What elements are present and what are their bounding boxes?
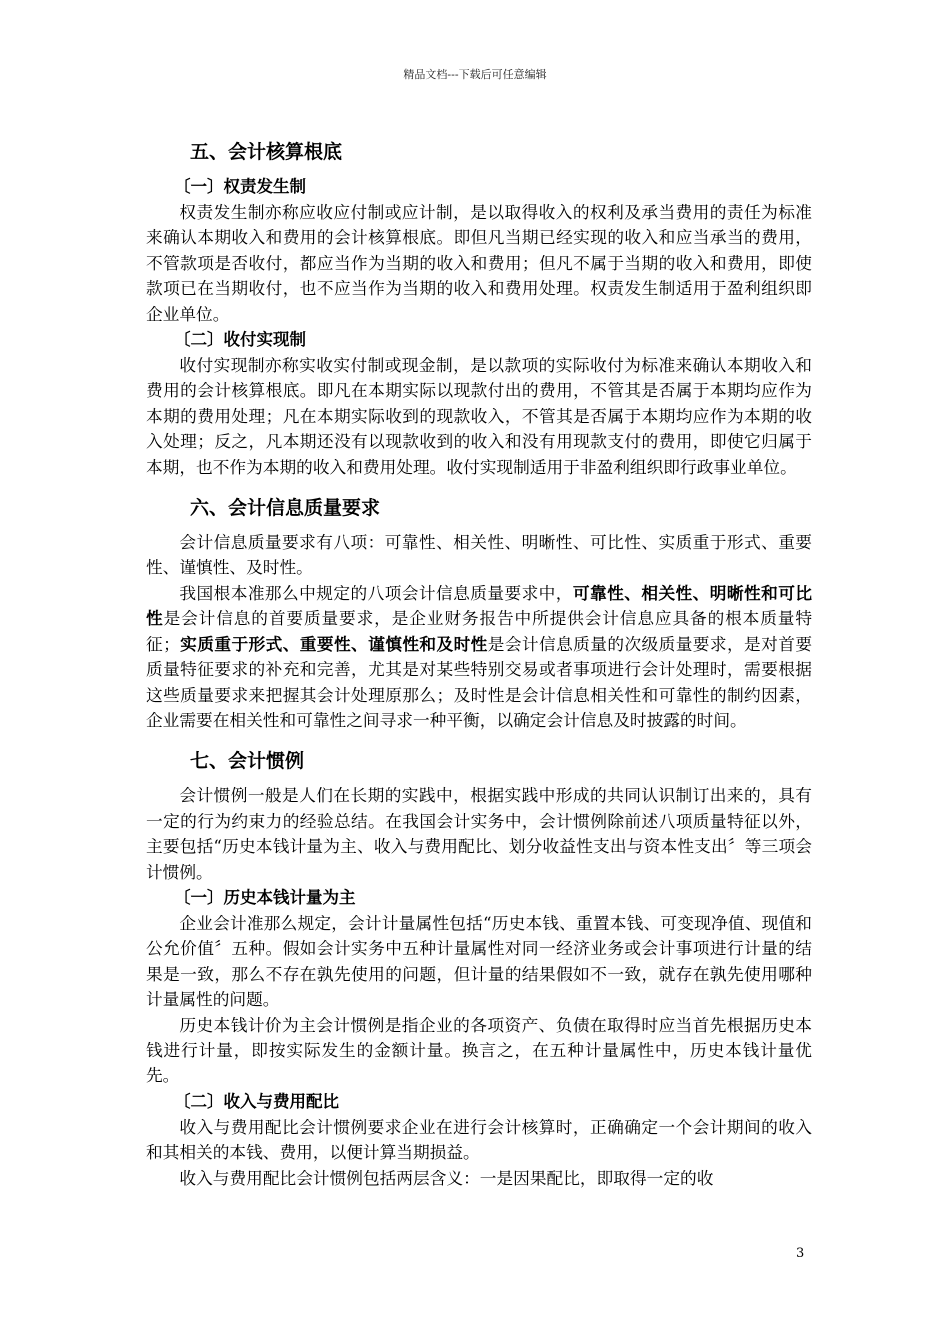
paragraph-historical-cost-2: 历史本钱计价为主会计惯例是指企业的各项资产、负债在取得时应当首先根据历史本钱进行计量，即按实际发生的金额计量。换言之，在五种计量属性中，历史本钱计量优先。 xyxy=(146,1014,812,1086)
page-number: 3 xyxy=(796,1246,805,1261)
paragraph-accrual-basis: 权责发生制亦称应收应付制或应计制，是以取得收入的权利及承当费用的责任为标准来确认本期收入和费用的会计核算根底。即但凡当期已经实现的收入和应当承当的费用，不管款项是否收付，都应当作为当期的收入和费用；但凡不属于当期的收入和费用，即使款项已在当期收付，也不应当作为当期的收入和费用处理。权责发生制适用于盈利组织即企业单位。 xyxy=(146,202,812,324)
bold-secondary-qualities: 实质重于形式、重要性、谨慎性和及时性 xyxy=(179,633,488,654)
subheading-cash-basis: 〔二〕收付实现制 xyxy=(174,330,306,350)
paragraph-historical-cost-1: 企业会计准那么规定，会计计量属性包括“历史本钱、重置本钱、可变现净值、现值和公允价值〞五种。假如会计实务中五种计量属性对同一经济业务或会计事项进行计量的结果是一致，那么不存在孰先使用的问题，但计量的结果假如不一致，就存在孰先使用哪种计量属性的问题。 xyxy=(146,912,812,1010)
subheading-accrual-basis: 〔一〕权责发生制 xyxy=(174,177,306,196)
section-heading-6: 六、会计信息质量要求 xyxy=(190,497,381,520)
text-run: 是会计信息质量的次级质量要求，是对首要质量特征要求的补充和完善，尤其是对某些特别交易或者事项进行会计处理时，需要根据这些质量要求来把握其会计处理原那么；及时性是会计信息相关性和可靠性的制约因素，企业需要在相关性和可靠性之间寻求一种平衡，以确定会计信息及时披露的时间。 xyxy=(146,633,813,730)
paragraph-quality-detail xyxy=(146,581,812,733)
bold-primary-qualities: 可靠性、相关性、明晰性和可比性 xyxy=(146,582,813,629)
page-header: 精品文档---下载后可任意编辑 xyxy=(403,68,547,81)
subheading-historical-cost: 〔一〕历史本钱计量为主 xyxy=(174,887,356,907)
paragraph-cash-basis: 收付实现制亦称实收实付制或现金制，是以款项的实际收付为标准来确认本期收入和费用的会计核算根底。即凡在本期实际以现款付出的费用，不管其是否属于本期均应作为本期的费用处理；凡在本期实际收到的现款收入，不管其是否属于本期均应作为本期的收入处理；反之，凡本期还没有以现款收到的收入和没有用现款支付的费用，即使它归属于本期，也不作为本期的收入和费用处理。收付实现制适用于非盈利组织即行政事业单位。 xyxy=(146,355,812,477)
paragraph-quality-list: 会计信息质量要求有八项：可靠性、相关性、明晰性、可比性、实质重于形式、重要性、谨慎性、及时性。 xyxy=(146,532,812,578)
section-heading-7: 七、会计惯例 xyxy=(190,750,305,773)
paragraph-matching-1: 收入与费用配比会计惯例要求企业在进行会计核算时，正确确定一个会计期间的收入和其相关的本钱、费用，以便计算当期损益。 xyxy=(146,1116,812,1163)
section-heading-5: 五、会计核算根底 xyxy=(190,141,343,163)
subheading-matching: 〔二〕收入与费用配比 xyxy=(174,1091,339,1111)
text-run: 是会计信息的首要质量要求，是企业财务报告中所提供会计信息应具备的根本质量特征； xyxy=(146,608,813,654)
document-body xyxy=(146,130,812,1191)
paragraph-matching-2: 收入与费用配比会计惯例包括两层含义：一是因果配比，即取得一定的收 xyxy=(179,1167,714,1188)
paragraph-conventions-intro: 会计惯例一般是人们在长期的实践中，根据实践中形成的共同认识制订出来的，具有一定的行为约束力的经验总结。在我国会计实务中，会计惯例除前述八项质量特征以外，主要包括“历史本钱计量为主、收入与费用配比、划分收益性支出与资本性支出〞等三项会计惯例。 xyxy=(146,785,812,882)
text-run: 我国根本准那么中规定的八项会计信息质量要求中， xyxy=(179,582,573,603)
